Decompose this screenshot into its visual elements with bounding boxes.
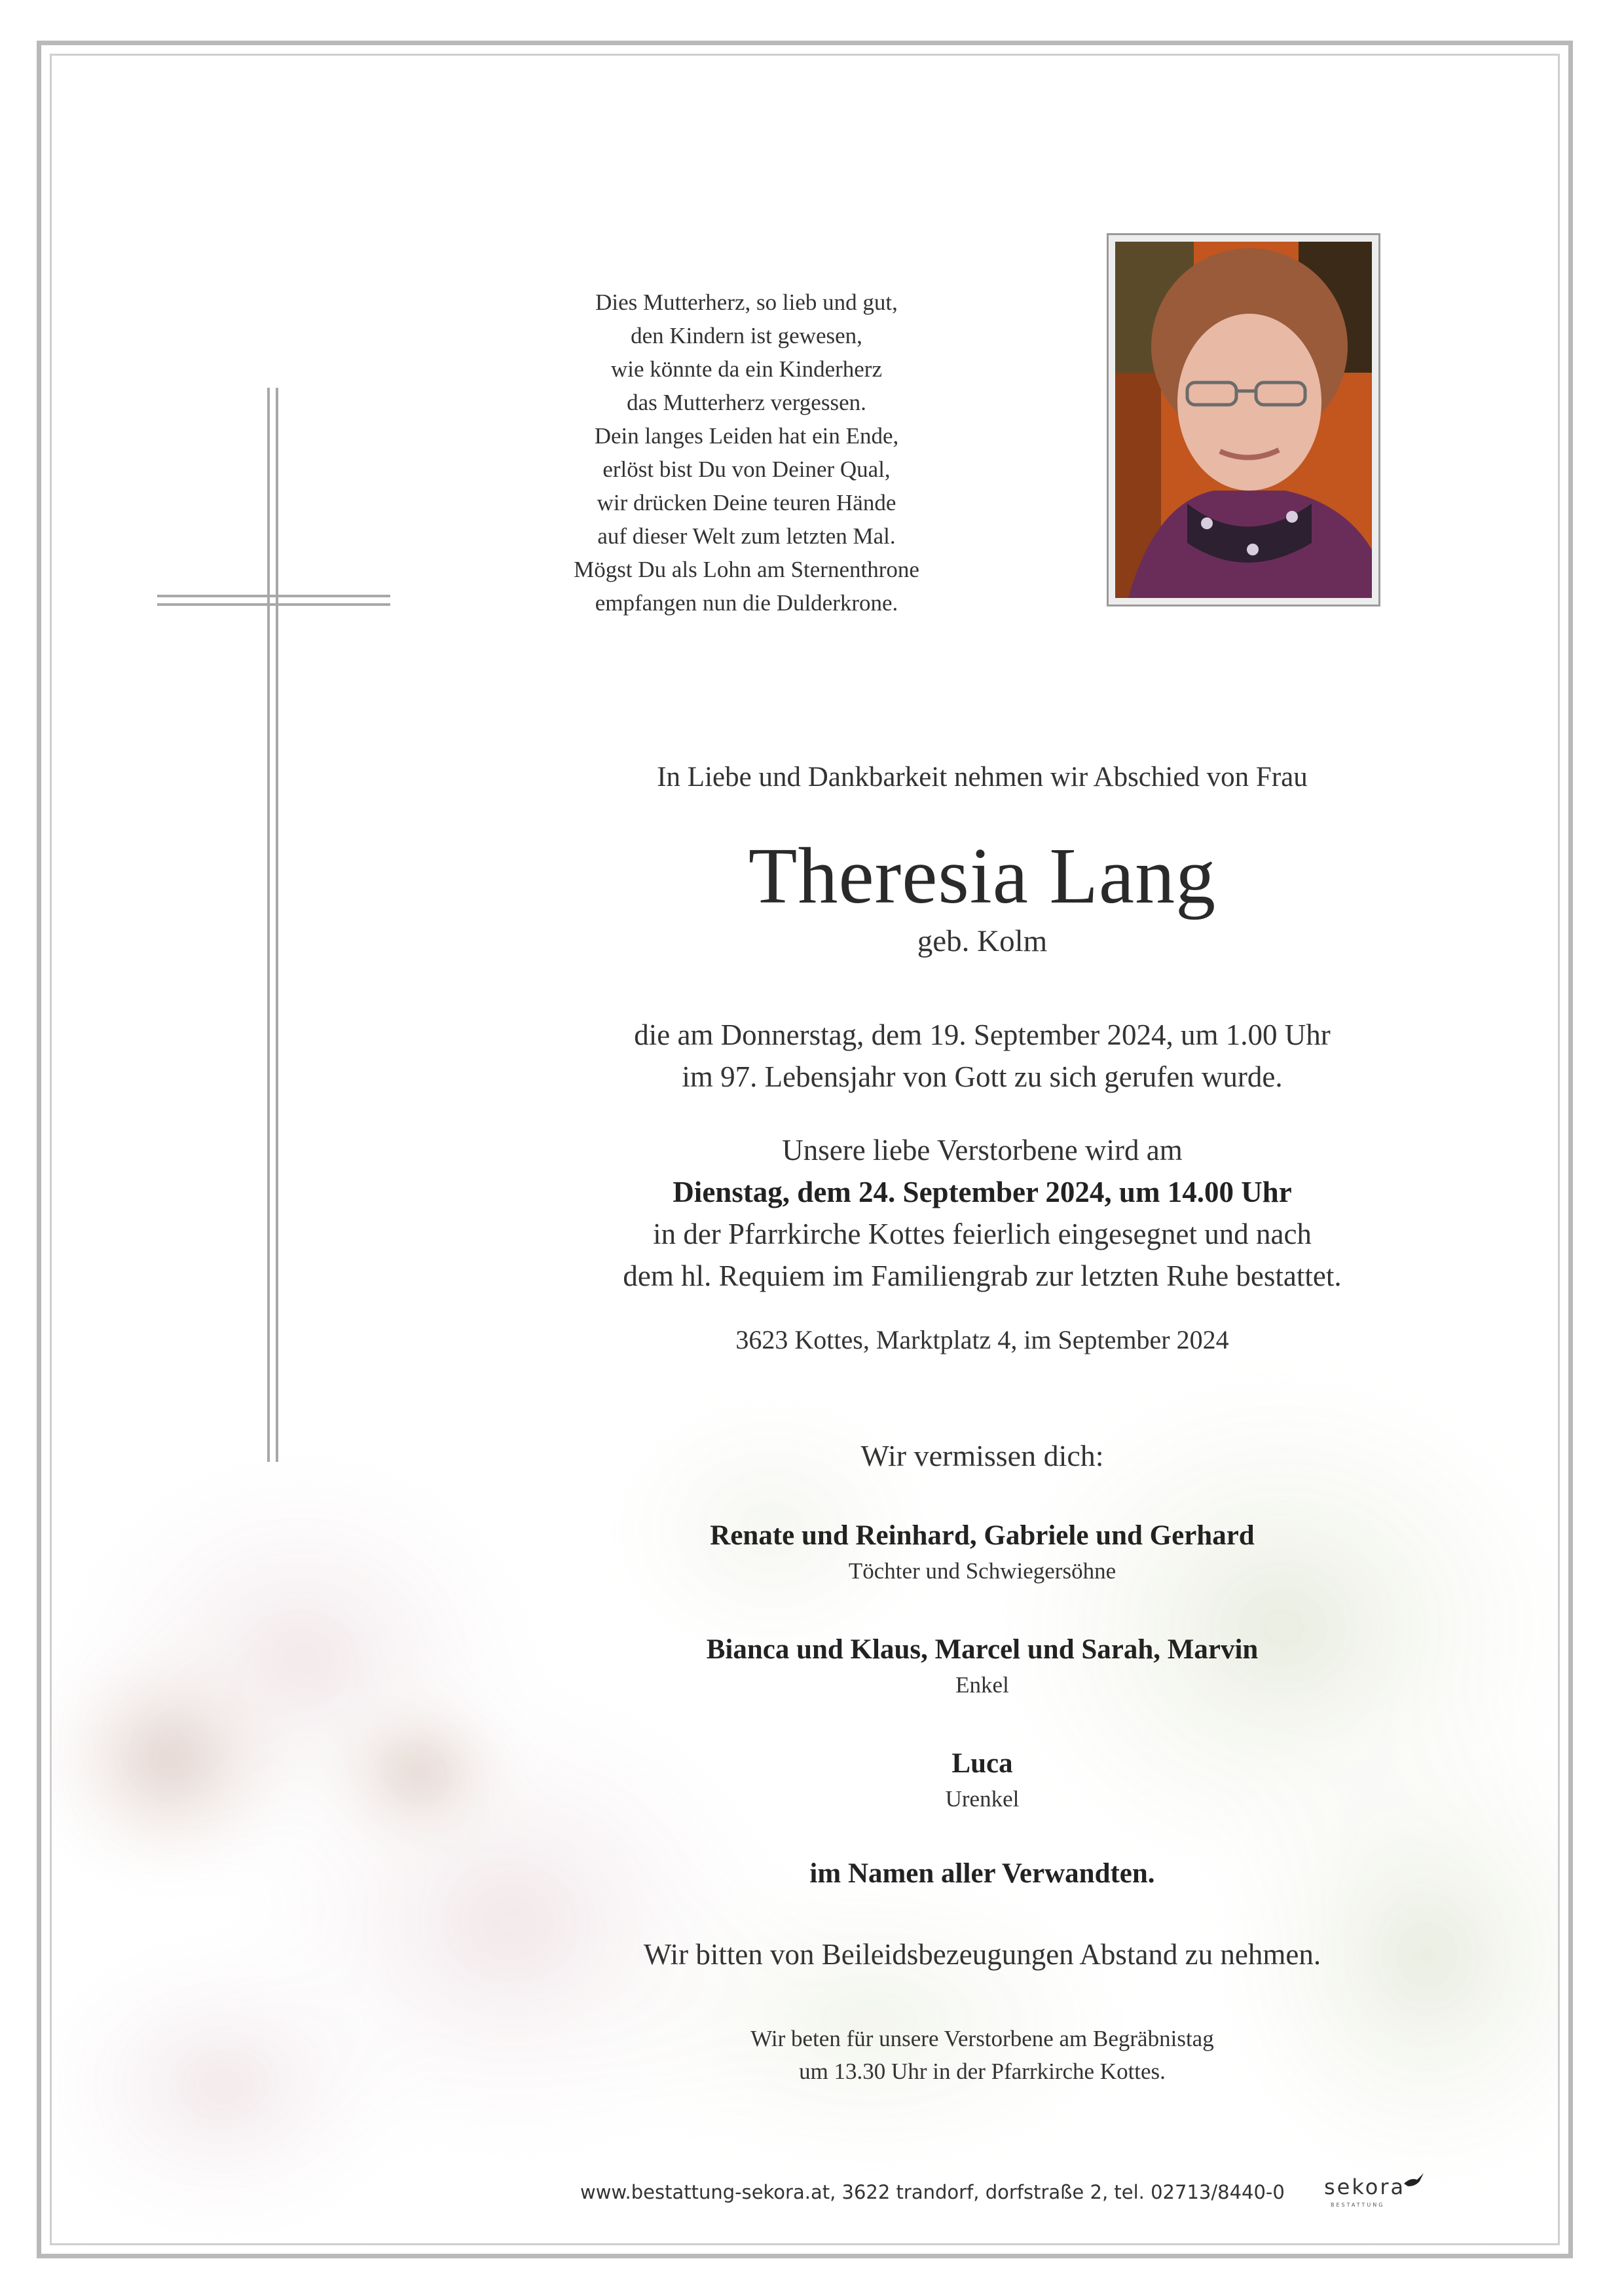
prayer-line: um 13.30 Uhr in der Pfarrkirche Kottes.: [799, 2059, 1166, 2084]
poem-line: auf dieser Welt zum letzten Mal.: [597, 523, 896, 549]
dove-icon: [1403, 2172, 1425, 2189]
cross-vertical-bar: [267, 388, 278, 1462]
poem-line: wie könnte da ein Kinderherz: [610, 356, 882, 382]
prayer-line: Wir beten für unsere Verstorbene am Begräbnistag: [750, 2026, 1214, 2051]
death-line: die am Donnerstag, dem 19. September 2024, um 1.00 Uhr: [634, 1018, 1331, 1051]
poem-line: Mögst Du als Lohn am Sternenthrone: [574, 557, 919, 582]
poem-line: wir drücken Deine teuren Hände: [597, 490, 896, 515]
portrait-photo: [1115, 242, 1372, 598]
family-group: [458, 1633, 1506, 1698]
funeral-notice: [458, 1129, 1506, 1297]
maiden-name: geb. Kolm: [917, 924, 1048, 958]
family-role: Töchter und Schwiegersöhne: [848, 1558, 1116, 1584]
logo-text: sekora: [1324, 2174, 1406, 2199]
prayer-note: [458, 2023, 1506, 2088]
place-date: 3623 Kottes, Marktplatz 4, im September 2024: [735, 1325, 1229, 1354]
poem-line: Dein langes Leiden hat ein Ende,: [594, 423, 899, 449]
family-names: Bianca und Klaus, Marcel und Sarah, Marvin: [706, 1634, 1259, 1665]
poem-line: das Mutterherz vergessen.: [627, 390, 866, 415]
family-role: Urenkel: [945, 1786, 1020, 1812]
death-notice: [458, 1014, 1506, 1098]
family-group: [458, 1520, 1506, 1584]
relatives-line: im Namen aller Verwandten.: [809, 1858, 1155, 1889]
family-role: Enkel: [955, 1672, 1009, 1698]
funeral-date: Dienstag, dem 24. September 2024, um 14.00 Uhr: [673, 1176, 1292, 1208]
condolence-note: Wir bitten von Beileidsbezeugungen Abstand zu nehmen.: [643, 1938, 1321, 1971]
deceased-name: Theresia Lang: [748, 832, 1217, 920]
poem-line: empfangen nun die Dulderkrone.: [595, 590, 898, 616]
funeral-line: in der Pfarrkirche Kottes feierlich eingesegnet und nach: [653, 1218, 1312, 1250]
funeral-line: dem hl. Requiem im Familiengrab zur letzten Ruhe bestattet.: [623, 1259, 1342, 1292]
family-group: [458, 1747, 1506, 1812]
cross-horizontal-bar: [157, 595, 390, 606]
family-names: Luca: [951, 1748, 1013, 1779]
poem-line: erlöst bist Du von Deiner Qual,: [602, 457, 891, 482]
sekora-logo: [1324, 2174, 1429, 2214]
death-line: im 97. Lebensjahr von Gott zu sich gerufen wurde.: [682, 1060, 1283, 1093]
miss-heading: Wir vermissen dich:: [860, 1439, 1104, 1472]
funeral-line: Unsere liebe Verstorbene wird am: [782, 1134, 1183, 1166]
logo-subtitle: BESTATTUNG: [1331, 2202, 1385, 2208]
funeral-home-footer: www.bestattung-sekora.at, 3622 trandorf, dorfstraße 2, tel. 02713/8440-0: [580, 2181, 1285, 2203]
poem-line: Dies Mutterherz, so lieb und gut,: [595, 289, 898, 315]
farewell-intro: In Liebe und Dankbarkeit nehmen wir Abschied von Frau: [657, 762, 1308, 793]
poem-line: den Kindern ist gewesen,: [631, 323, 862, 348]
poem: [511, 286, 982, 620]
portrait-frame: [1107, 233, 1380, 606]
family-names: Renate und Reinhard, Gabriele und Gerhard: [710, 1520, 1255, 1551]
